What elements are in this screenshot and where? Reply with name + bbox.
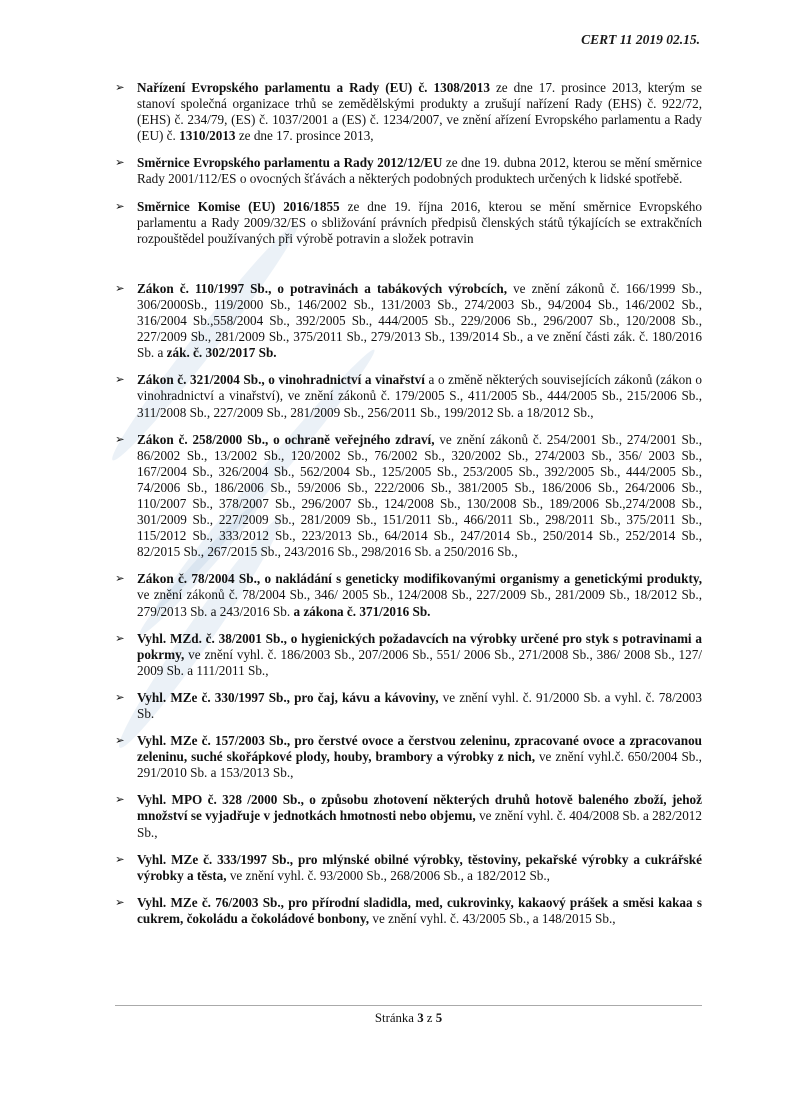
text-run: ve znění vyhl.č. 650/2004 Sb., 291/2010 Sb. a 153/2013 Sb., (137, 749, 702, 781)
list-item-text (137, 80, 702, 143)
list-item (115, 631, 702, 679)
text-run-bold: Nařízení Evropského parlamentu a Rady (EU) č. 1308/2013 (137, 80, 496, 95)
text-run-bold: Vyhl. MZe č. 157/2003 Sb., pro čerstvé ovoce a čerstvou zeleninu, zpracované ovoce a zpracovanou zeleninu, suché skořápkové plody, houby, brambory a výrobky z nich, (137, 733, 702, 765)
arrow-bullet-icon: ➢ (115, 82, 125, 94)
text-run-bold: Zákon č. 258/2000 Sb., o ochraně veřejného zdraví, (137, 431, 440, 447)
text-run-bold: 5 (435, 1011, 443, 1025)
text-run: ve znění zákonů č. 254/2001 Sb., 274/2001 Sb., 86/2002 Sb., 13/2002 Sb., 120/2002 Sb., 76/2002 Sb., 320/2002 Sb., 274/2003 Sb., 356/ 2003 Sb., 167/2004 Sb., 326/2004 Sb., 562/2004 Sb., 125/2005 Sb., 253/2005 Sb., 392/2005 Sb., 444/2005 Sb., 74/2006 Sb., 186/2006 Sb., 59/2006 Sb., 222/2006 Sb., 381/2005 Sb., 186/2006 Sb., 264/2006 Sb., 110/2007 Sb., 378/2007 Sb., 296/2007 Sb., 124/2008 Sb., 130/2008 Sb., 189/2006 Sb.,274/2008 Sb., 301/2009 Sb., 227/2009 Sb., 281/2009 Sb., 151/2011 Sb., 466/2011 Sb., 298/2011 Sb., 375/2011 Sb., 115/2012 Sb., 333/2012 Sb., 223/2013 Sb., 64/2014 Sb., 247/2014 Sb., 250/2014 Sb., 252/2014 Sb., 82/2015 Sb., 267/2015 Sb., 243/2016 Sb., 298/2016 Sb. a 250/2016 Sb., (137, 431, 703, 560)
text-run-bold: Vyhl. MZe č. 333/1997 Sb., pro mlýnské obilné výrobky, těstoviny, pekařské výrobky a cukrářské výrobky a těsta, (137, 851, 702, 883)
text-run-bold: Vyhl. MZd. č. 38/2001 Sb., o hygienických požadavcích na výrobky určené pro styk s potravinami a pokrmy, (137, 630, 702, 662)
list-item-text (137, 690, 702, 721)
list-item (115, 895, 702, 927)
text-run: ze dne 17. prosince 2013, (238, 128, 374, 144)
arrow-bullet-icon: ➢ (115, 632, 125, 645)
list-item-text (137, 895, 702, 926)
list-item-text (137, 281, 702, 360)
list-item (115, 690, 702, 722)
arrow-bullet-icon: ➢ (115, 896, 125, 909)
text-run: ve znění zákonů č. 78/2004 Sb., 346/ 2005 Sb., 124/2008 Sb., 227/2009 Sb., 281/2009 Sb., 18/2012 Sb., 279/2013 Sb. a 243/2016 Sb. (137, 587, 702, 619)
list-item-text (137, 372, 702, 419)
text-run-bold: Vyhl. MZe č. 330/1997 Sb., pro čaj, kávu a kávoviny, (137, 689, 443, 705)
footer-page-number (375, 1011, 442, 1025)
arrow-bullet-icon: ➢ (115, 374, 125, 387)
list-item-text (137, 733, 702, 780)
text-run-bold: Směrnice Evropského parlamentu a Rady 2012/12/EU (137, 155, 446, 171)
text-run: ze dne 17. prosince 2013, kterým se stanoví společná organizace trhů se zemědělskými produkty a zrušují nařízení Rady (EHS) č. 922/72, (EHS) č. 234/79, (ES) č. 1037/2001 a (ES) č. 1234/2007, ve znění ařízení Evropského parlamentu a Rady (EU) č. (137, 80, 703, 144)
text-run-bold: Zákon č. 78/2004 Sb., o nakládání s geneticky modifikovanými organismy a genetickými produkty, (137, 571, 702, 587)
text-run: ze dne 19. dubna 2012, kterou se mění směrnice Rady 2001/112/ES o ovocných šťávách a některých podobných produktech určených k lidské spotřebě. (137, 155, 702, 187)
text-run: Stránka (374, 1011, 418, 1025)
text-run: ve znění vyhl. č. 43/2005 Sb., a 148/2015 Sb., (372, 910, 616, 926)
arrow-bullet-icon: ➢ (115, 573, 125, 586)
list-item-text (137, 571, 702, 618)
list-item (115, 852, 702, 884)
page-footer (115, 1005, 702, 1026)
list-item (115, 199, 702, 247)
list-item (115, 155, 702, 187)
arrow-bullet-icon: ➢ (115, 853, 125, 866)
text-run-bold: Vyhl. MPO č. 328 /2000 Sb., o způsobu zhotovení některých druhů hotově baleného zboží, jehož množství se vyjadřuje v jednotkách hmotnosti nebo objemu, (137, 792, 702, 824)
arrow-bullet-icon: ➢ (115, 282, 125, 295)
header-doc-code: CERT 11 2019 02.15. (581, 32, 700, 47)
text-run-bold: Vyhl. MZe č. 76/2003 Sb., pro přírodní sladidla, med, cukrovinky, kakaový prášek a směsi kakaa s cukrem, čokoládu a čokoládové bonbony, (137, 894, 702, 926)
arrow-bullet-icon: ➢ (115, 200, 125, 213)
list-item (115, 792, 702, 840)
text-run: ze dne 19. října 2016, kterou se mění směrnice Evropského parlamentu a Rady 2009/32/ES o sbližování právních předpisů členských států týkajících se extrakčních rozpouštědel používaných při výrobě potravin a složek potravin (137, 198, 702, 246)
text-run: z (423, 1011, 436, 1025)
list-item (115, 733, 702, 781)
text-run-bold: Směrnice Komise (EU) 2016/1855 (137, 198, 348, 214)
text-run-bold: 1310/2013 (179, 128, 239, 144)
text-run-bold: Zákon č. 321/2004 Sb., o vinohradnictví a vinařství (137, 372, 429, 388)
arrow-bullet-icon: ➢ (115, 433, 125, 446)
list-item-text (137, 155, 702, 186)
text-run: ve znění zákonů č. 166/1999 Sb., 306/2000Sb., 119/2000 Sb., 146/2002 Sb., 131/2003 Sb., 274/2003 Sb., 94/2004 Sb., 146/2002 Sb., 316/2004 Sb.,558/2004 Sb., 392/2005 Sb., 444/2005 Sb., 229/2006 Sb., 296/2007 Sb., 120/2008 Sb., 227/2009 Sb., 281/2009 Sb., 375/2011 Sb., 279/2013 Sb., 139/2014 Sb., a ve znění části zák. č. 180/2016 Sb. a (137, 280, 702, 361)
text-run-bold: 3 (417, 1011, 424, 1025)
regulation-list (115, 80, 702, 938)
list-item (115, 372, 702, 420)
text-run: ve znění vyhl. č. 91/2000 Sb. a vyhl. č. 78/2003 Sb. (137, 689, 702, 721)
text-run-bold: a zákona č. 371/2016 Sb. (293, 603, 431, 619)
list-item-text (137, 432, 702, 560)
list-item (115, 80, 702, 144)
list-item-text (137, 792, 702, 839)
list-item (115, 281, 702, 361)
text-run: ve znění vyhl. č. 93/2000 Sb., 268/2006 Sb., a 182/2012 Sb., (229, 867, 550, 883)
arrow-bullet-icon: ➢ (115, 157, 125, 170)
arrow-bullet-icon: ➢ (115, 691, 125, 704)
list-item-text (137, 631, 702, 678)
text-run-bold: Zákon č. 110/1997 Sb., o potravinách a tabákových výrobcích, (137, 280, 514, 296)
text-run: ve znění vyhl. č. 404/2008 Sb. a 282/2012 Sb., (137, 808, 702, 840)
list-item-text (137, 852, 702, 883)
list-item-text (137, 199, 702, 246)
arrow-bullet-icon: ➢ (115, 794, 125, 807)
arrow-bullet-icon: ➢ (115, 735, 125, 748)
text-run: ve znění vyhl. č. 186/2003 Sb., 207/2006 Sb., 551/ 2006 Sb., 271/2008 Sb., 386/ 2008 Sb., 127/ 2009 Sb. a 111/2011 Sb., (137, 646, 703, 678)
text-run: a o změně některých souvisejících zákonů (zákon o vinohradnictví a vinařství), ve znění zákonů č. 179/2005 S., 411/2005 Sb., 444/2005 Sb., 215/2006 Sb., 311/2008 Sb., 227/2009 Sb., 281/2009 Sb., 256/2011 Sb., 199/2012 Sb. a 18/2012 Sb., (137, 372, 702, 420)
text-run-bold: zák. č. 302/2017 Sb. (166, 345, 277, 361)
list-item (115, 571, 702, 619)
list-item (115, 432, 702, 561)
